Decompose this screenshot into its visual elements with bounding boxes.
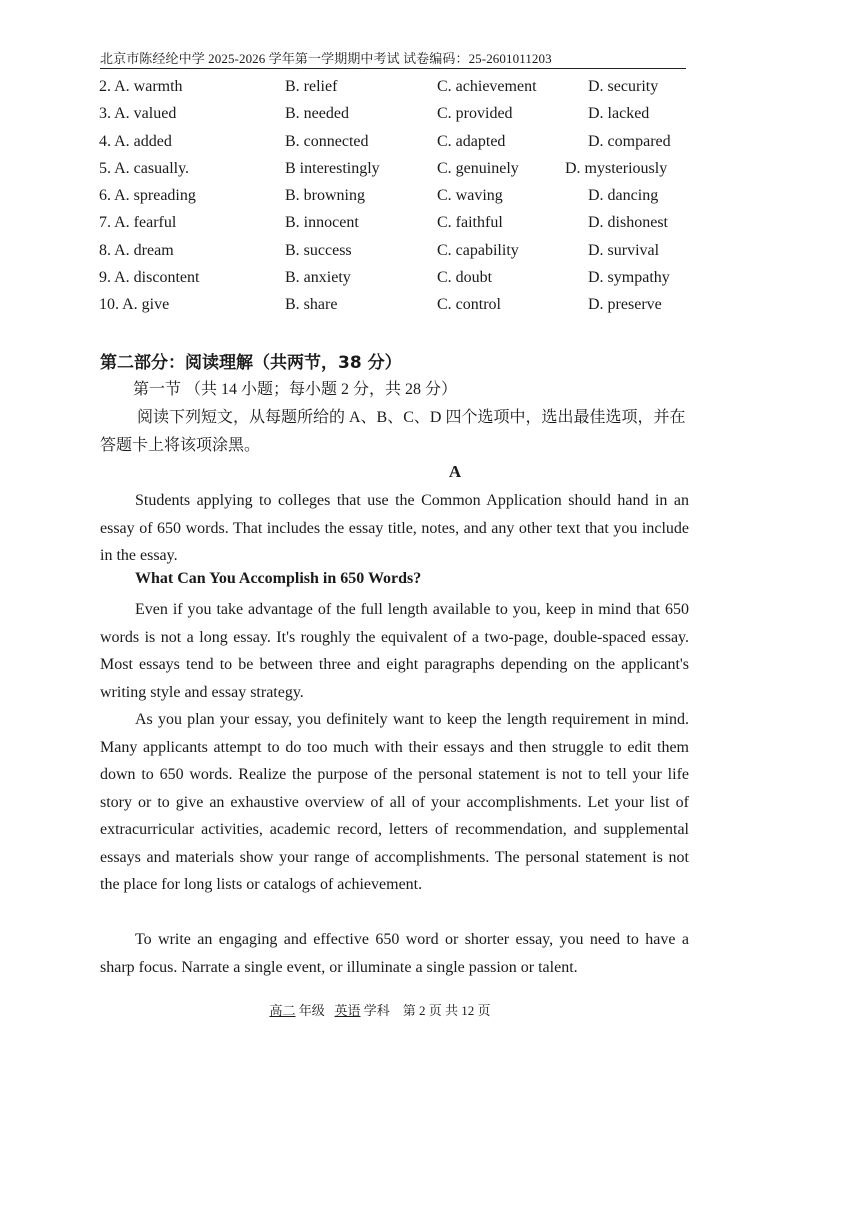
option-a: 4. A. added: [99, 132, 172, 150]
option-d: D. mysteriously: [565, 159, 668, 177]
option-a: 6. A. spreading: [99, 187, 196, 205]
section-subtitle: 第一节 （共 14 小题；每小题 2 分，共 28 分）: [133, 381, 458, 398]
option-d: D. preserve: [588, 296, 662, 314]
option-b: B. innocent: [285, 214, 359, 232]
option-b: B. success: [285, 241, 352, 259]
option-row: [99, 212, 699, 239]
option-b: B. browning: [285, 187, 365, 205]
option-a: 2. A. warmth: [99, 78, 183, 95]
option-c: C. capability: [437, 241, 519, 259]
option-b: B. relief: [285, 78, 338, 95]
passage-label: A: [448, 462, 462, 481]
section-title: 第二部分：阅读理解（共两节，38 分）: [100, 353, 402, 373]
option-row: [99, 158, 699, 185]
option-d: D. sympathy: [588, 269, 670, 287]
option-row: [99, 185, 699, 212]
option-d: D. compared: [588, 132, 671, 150]
option-d: D. lacked: [588, 105, 650, 123]
option-c: C. doubt: [437, 269, 493, 287]
passage-paragraph: As you plan your essay, you definitely want to keep the length requirement in mind. Many applicants attempt to do too much with their essays and then struggle to edit them down to 650 words. Realize the purpose of the personal statement is not to tell your life story or to give an exhaustive overview of all of your accomplishments. Let your list of extracurricular activities, academic record, letters of recommendation, and supplemental essays and materials show your range of accomplishments. The personal statement is not the place for long lists or catalogs of achievement.: [100, 711, 689, 893]
passage-heading: What Can You Accomplish in 650 Words?: [135, 570, 422, 587]
option-row: [99, 240, 699, 267]
footer-page-number: 第 2 页 共 12 页: [402, 1003, 491, 1018]
option-d: D. security: [588, 78, 659, 95]
option-c: C. achievement: [437, 78, 537, 95]
option-row: [99, 131, 699, 158]
option-b: B. connected: [285, 132, 369, 150]
footer-subject-label: 学科: [363, 1003, 390, 1018]
option-row: [99, 294, 699, 321]
option-a: 9. A. discontent: [99, 269, 200, 287]
option-c: C. genuinely: [437, 159, 519, 177]
option-a: 8. A. dream: [99, 241, 174, 259]
footer-grade: 高二: [269, 1003, 296, 1018]
section-instruction: 阅读下列短文，从每题所给的 A、B、C、D 四个选项中，选出最佳选项，并在答题卡上将该项涂黑。: [100, 409, 686, 454]
passage-paragraph: Students applying to colleges that use the Common Application should hand in an essay of 650 words. That includes the essay title, notes, and any other text that you include in the essay.: [100, 492, 689, 564]
option-a: 7. A. fearful: [99, 214, 177, 232]
option-c: C. faithful: [437, 214, 503, 232]
exam-header: 北京市陈经纶中学 2025-2026 学年第一学期期中考试 试卷编码：25-2601011203: [100, 48, 686, 69]
option-d: D. survival: [588, 241, 660, 259]
option-c: C. waving: [437, 187, 503, 205]
option-b: B. needed: [285, 105, 349, 123]
option-row: [99, 76, 699, 103]
option-d: D. dishonest: [588, 214, 668, 232]
option-a: 5. A. casually.: [99, 159, 190, 177]
footer-subject: 英语: [334, 1003, 361, 1018]
answer-options-table: [99, 76, 699, 322]
option-b: B interestingly: [285, 159, 380, 177]
passage-paragraph: Even if you take advantage of the full length available to you, keep in mind that 650 words is not a long essay. It's roughly the equivalent of a two-page, double-spaced essay. Most essays tend to be between three and eight paragraphs depending on the applicant's writing style and essay strategy.: [100, 601, 689, 701]
option-a: 3. A. valued: [99, 105, 177, 123]
option-c: C. control: [437, 296, 501, 314]
option-c: C. provided: [437, 105, 513, 123]
option-a: 10. A. give: [99, 296, 170, 314]
option-row: [99, 267, 699, 294]
option-c: C. adapted: [437, 132, 506, 150]
page-footer: [0, 1000, 760, 1019]
option-b: B. anxiety: [285, 269, 351, 287]
option-b: B. share: [285, 296, 338, 314]
footer-grade-label: 年级: [298, 1003, 325, 1018]
passage-paragraph: To write an engaging and effective 650 word or shorter essay, you need to have a sharp focus. Narrate a single event, or illuminate a single passion or talent.: [100, 931, 689, 976]
option-row: [99, 103, 699, 130]
option-d: D. dancing: [588, 187, 659, 205]
